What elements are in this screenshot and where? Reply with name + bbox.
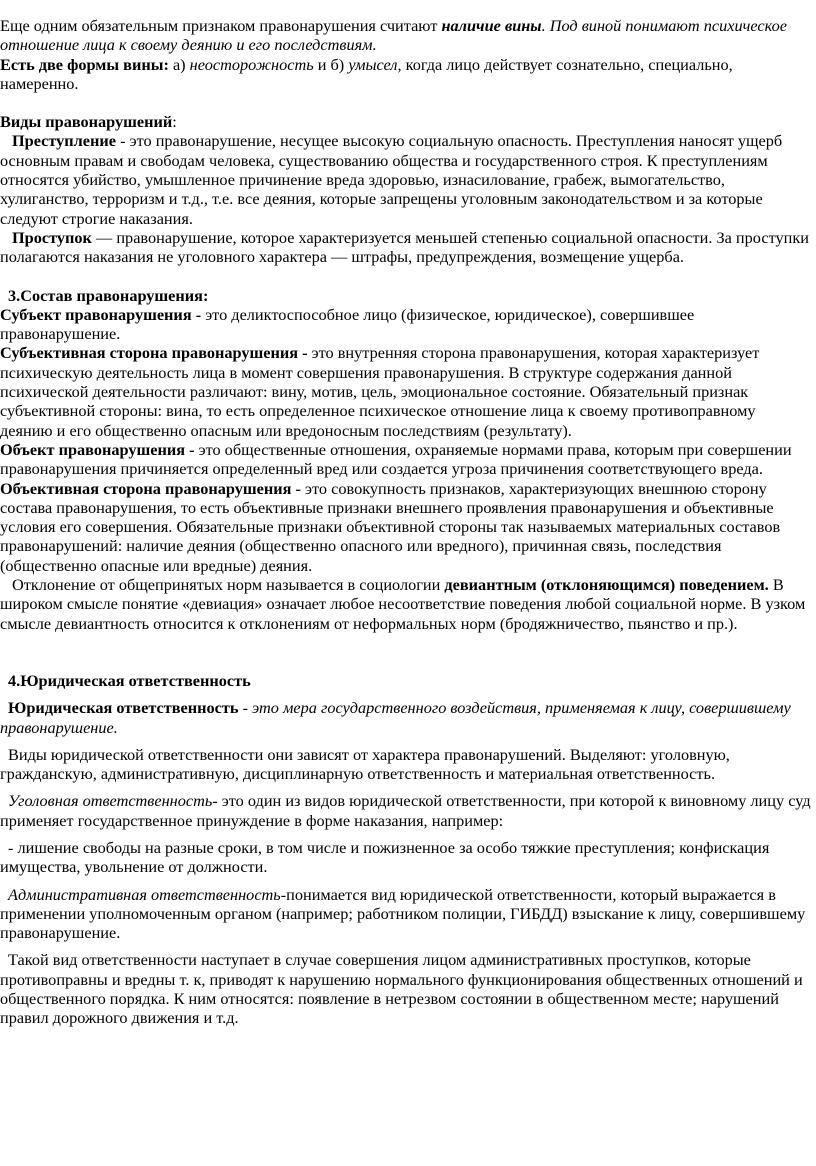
term: Объект правонарушения - bbox=[0, 439, 195, 459]
document-page bbox=[0, 16, 816, 1028]
term: Есть две формы вины: bbox=[0, 54, 169, 74]
paragraph-punishments bbox=[0, 838, 816, 877]
term-intent: умысел bbox=[348, 54, 398, 74]
paragraph-deviant-behavior bbox=[0, 575, 816, 633]
paragraph-guilt-forms bbox=[0, 55, 816, 94]
text: - это правонарушение, несущее высокую социальную опасность. Преступления наносят ущерб основным правам и свободам человека, существованию общества и государственного строя. К преступлениям относятся убийство, умышленное причинение вреда здоровью, изнасилование, грабеж, вымогательство, хулиганство, терроризм и т.д., т.е. все деяния, которые запрещены уголовным законодательством и за которые следуют строгие наказания. bbox=[0, 131, 783, 228]
paragraph-subjective-side bbox=[0, 343, 816, 439]
paragraph-legal-liability bbox=[0, 698, 816, 737]
heading-offense-types bbox=[0, 112, 816, 131]
text: и б) bbox=[313, 54, 349, 74]
term: Объективная сторона правонарушения - bbox=[0, 478, 301, 498]
term-negligence: неосторожность bbox=[189, 54, 314, 74]
text: , когда лицо действует сознательно, специально, намеренно. bbox=[0, 54, 733, 93]
text: - это один из видов юридической ответственности, при которой к виновному лицу суд применяет государственное принуждение в форме наказания, например: bbox=[0, 791, 811, 830]
term: Субъект правонарушения - bbox=[0, 304, 202, 324]
term: Юридическая ответственность bbox=[8, 698, 239, 718]
paragraph-administrative-offenses bbox=[0, 950, 816, 1027]
heading-section-4: 4.Юридическая ответственность bbox=[8, 670, 251, 690]
text: Такой вид ответственности наступает в случае совершения лицом административных проступков, которые противоправны и вредны т. к, приводят к нарушению нормального функционирования общественных отношений и общественного порядка. К ним относятся: появление в нетрезвом состоянии в общественном месте; нарушений правил дорожного движения и т.д. bbox=[0, 950, 803, 1028]
text-italic: - это мера государственного воздействия, применяемая к лицу, совершившему правонарушение. bbox=[0, 698, 791, 737]
paragraph-crime bbox=[0, 131, 816, 227]
paragraph-criminal-liability bbox=[0, 791, 816, 830]
term-criminal: Уголовная ответственность bbox=[8, 791, 213, 811]
term-misdemeanor: Проступок bbox=[12, 227, 92, 247]
paragraph-objective-side bbox=[0, 479, 816, 575]
text: это общественные отношения, охраняемые нормами права, которым при совершении правонарушения причиняется определенный вред или создается угроза причинения соответствующего вреда. bbox=[0, 439, 792, 479]
emphasis-guilt: наличие вины bbox=[441, 16, 542, 35]
paragraph-misdemeanor bbox=[0, 228, 816, 267]
paragraph-guilt bbox=[0, 16, 816, 55]
text: — правонарушение, которое характеризуется меньшей степенью социальной опасности. За проступки полагаются наказания не уголовного характера — штрафы, предупреждения, возмещение ущерба. bbox=[0, 227, 809, 267]
text: -понимается вид юридической ответственности, который выражается в применении уполномоченным органом (например; работником полиции, ГИБДД) взыскание к лицу, совершившему правонарушение. bbox=[0, 884, 806, 943]
paragraph-subject bbox=[0, 305, 816, 344]
text: - лишение свободы на разные сроки, в том числе и пожизненное за особо тяжкие преступления; конфискация имущества, увольнение от должности. bbox=[0, 837, 770, 877]
text: а) bbox=[168, 54, 190, 74]
heading-section-3: 3.Состав правонарушения: bbox=[8, 285, 209, 305]
text: В широком смысле понятие «девиация» означает любое несоответствие поведения любой социальной норме. В узком смысле девиантность относится к отклонениям от неформальных норм (бродяжничество, пьянство и пр.). bbox=[0, 575, 806, 633]
term-crime: Преступление bbox=[12, 131, 117, 151]
term-administrative: Административная ответственность bbox=[8, 884, 281, 904]
term-deviant: девиантным (отклоняющимся) поведением. bbox=[444, 575, 769, 595]
text: это деликтоспособное лицо (физическое, юридическое), совершившее правонарушение. bbox=[0, 304, 695, 344]
text: Отклонение от общепринятых норм называется в социологии bbox=[12, 575, 445, 595]
text-italic: . Под виной понимают психическое отношение лица к своему деянию и его последствиям. bbox=[0, 16, 787, 55]
text: Еще одним обязательным признаком правонарушения считают bbox=[0, 16, 442, 35]
text: Виды юридической ответственности они зависят от характера правонарушений. Выделяют: уголовную, гражданскую, административную, дисциплинарную ответственность и материальная ответственность. bbox=[0, 744, 730, 784]
paragraph-liability-kinds bbox=[0, 745, 816, 784]
heading-text: Виды правонарушений bbox=[0, 112, 173, 132]
text: это внутренняя сторона правонарушения, которая характеризует психическую деятельность лица в момент совершения правонарушения. В структуре содержания данной психической деятельности различают: вину, мотив, цель, эмоциональное состояние. Обязательный признак субъективной стороны: вина, то есть определенное психическое отношение лица к своему противоправному деянию и его общественно опасным или вредоносным последствиям (результату). bbox=[0, 343, 760, 440]
term: Субъективная сторона правонарушения - bbox=[0, 343, 308, 363]
paragraph-object bbox=[0, 440, 816, 479]
paragraph-administrative-liability bbox=[0, 885, 816, 943]
text: это совокупность признаков, характеризующих внешнюю сторону состава правонарушения, то есть объективные признаки внешнего проявления правонарушения и объективные условия его совершения. Обязательные признаки объективной стороны так называемых материальных составов правонарушений: наличие деяния (общественно опасного или вредного), причинная связь, последствия (общественно опасные или вредные) деяния. bbox=[0, 478, 781, 575]
text: : bbox=[172, 112, 177, 132]
